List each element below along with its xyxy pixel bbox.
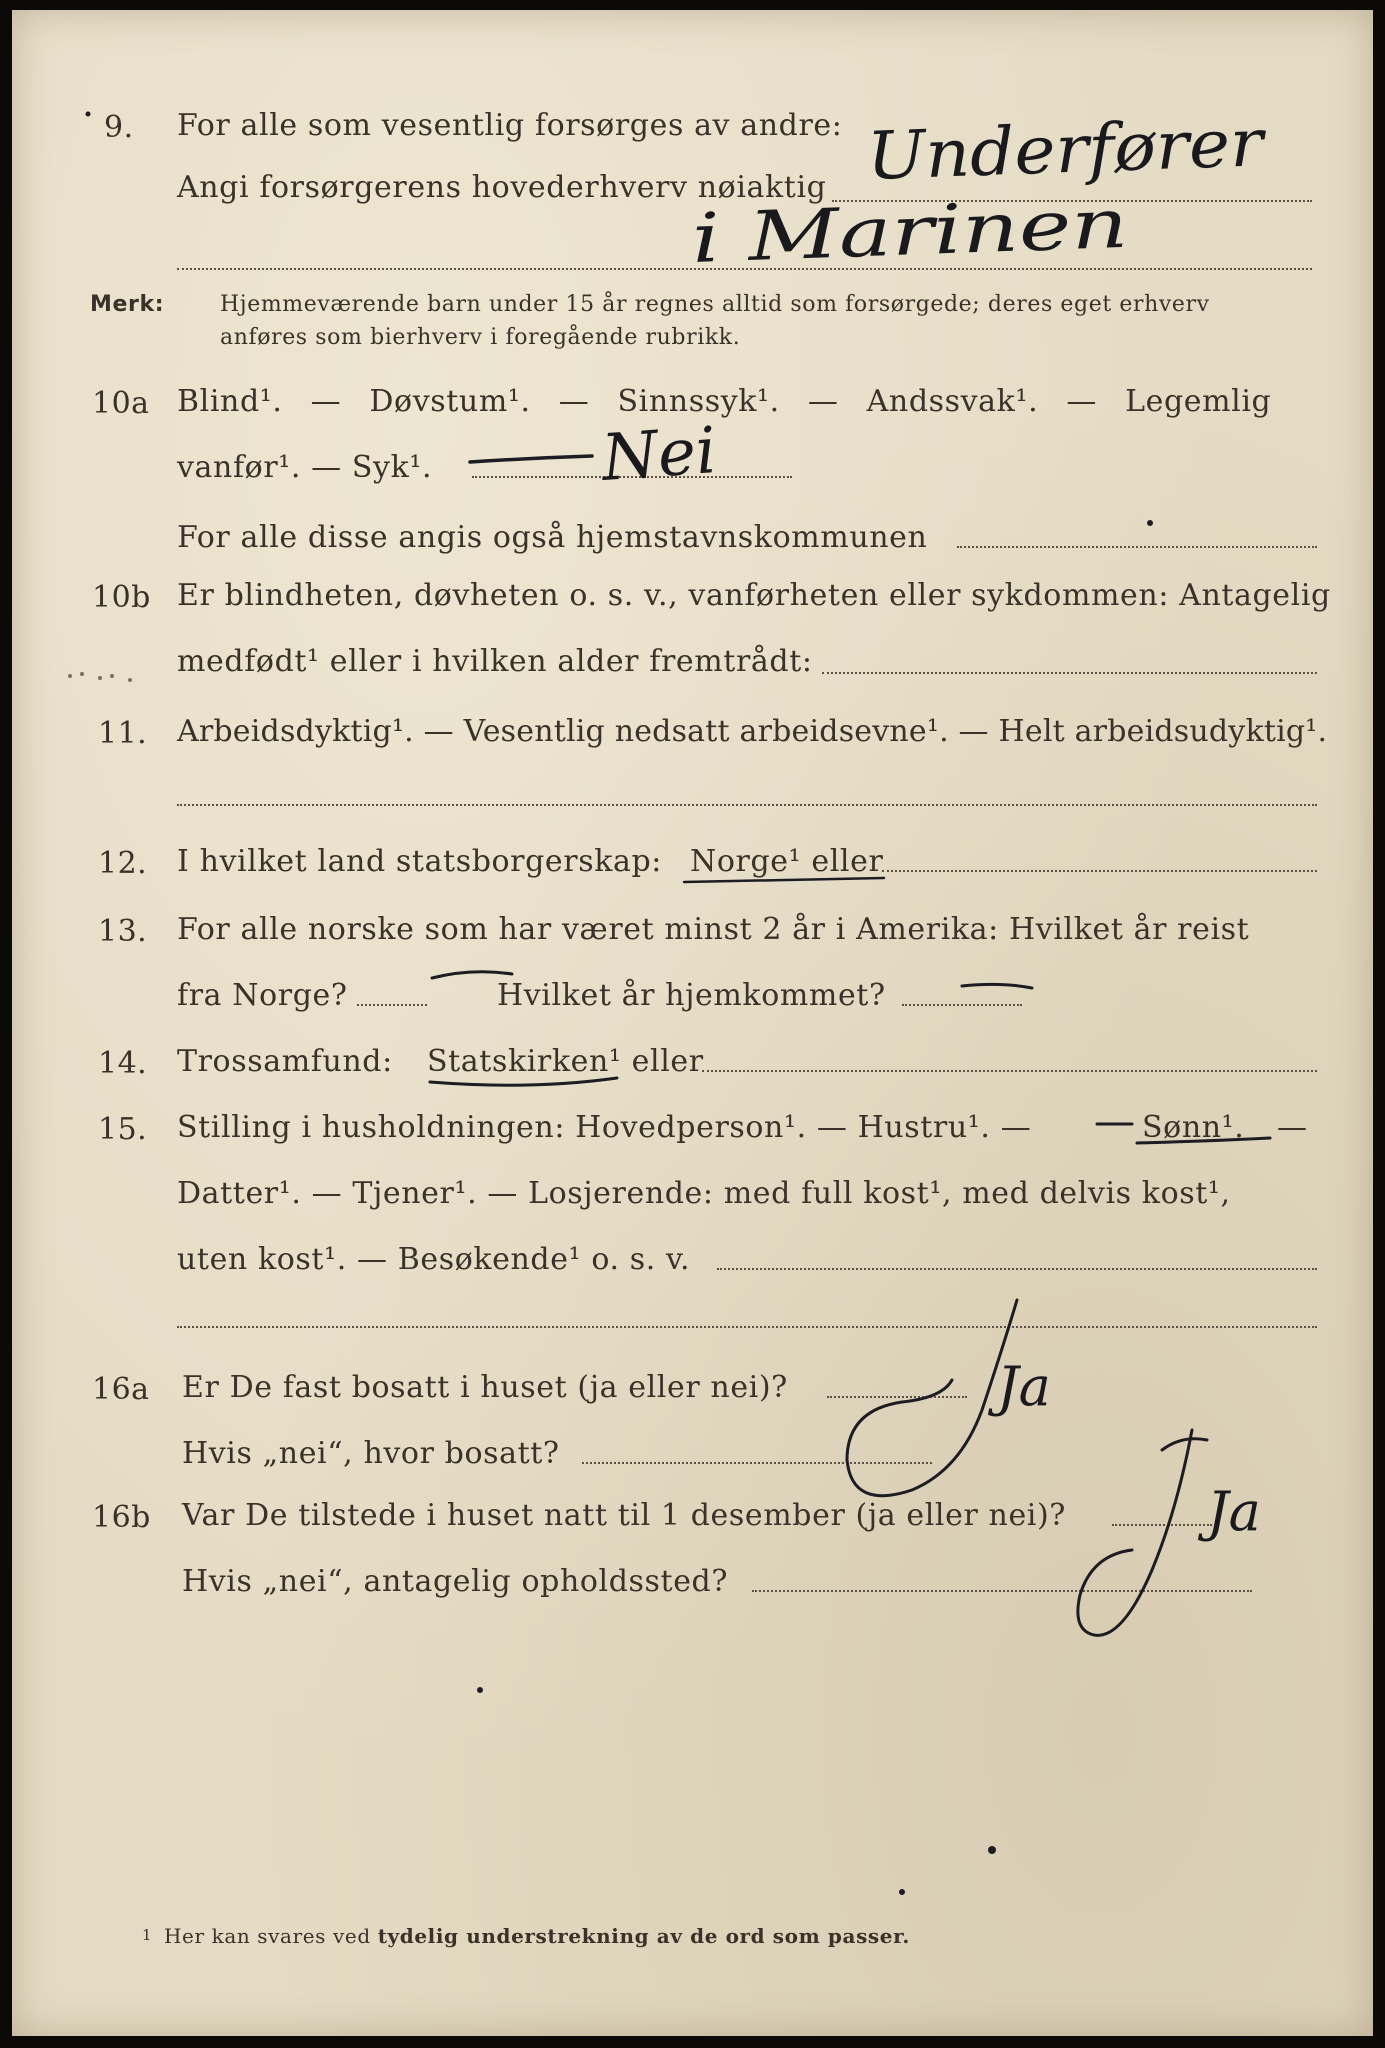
handwritten-answer-16a: Ja [997, 1355, 1051, 1418]
question-10b-number: 10b [92, 580, 151, 615]
citizenship-option-norge: Norge¹ eller [690, 844, 884, 879]
handwritten-answer-9b: i Marinen [690, 184, 1130, 279]
question-10b-line-1: Er blindheten, døvheten o. s. v., vanførheten eller sykdommen: Antagelig [177, 578, 1331, 613]
question-16b-number: 16b [92, 1500, 151, 1535]
household-option-sonn: Sønn¹. [1142, 1110, 1245, 1145]
pen-underline-norge [684, 878, 884, 882]
pen-dash-13a [432, 972, 512, 978]
question-10a-number: 10a [92, 386, 150, 421]
handwritten-answer-10a: Nei [599, 414, 719, 496]
note-line-2: anføres som bierhverv i foregående rubrikk. [220, 325, 741, 350]
speck [98, 676, 102, 680]
ink-dot [899, 1889, 905, 1895]
question-15-line-3: uten kost¹. — Besøkende¹ o. s. v. [177, 1242, 691, 1277]
question-10a-line-2: vanfør¹. — Syk¹. [177, 450, 433, 485]
question-11-number: 11. [98, 716, 148, 751]
handwritten-answer-16b: Ja [1207, 1480, 1261, 1543]
question-12-number: 12. [98, 846, 148, 881]
question-16a-number: 16a [92, 1372, 150, 1407]
handwritten-answer-9a: Underfører [865, 104, 1265, 195]
question-10a-line-1: Blind¹. — Døvstum¹. — Sinnssyk¹. — Andssvak¹. — Legemlig [177, 384, 1272, 419]
question-13-line-2a: fra Norge? [177, 978, 348, 1013]
question-11-line-1: Arbeidsdyktig¹. — Vesentlig nedsatt arbeidsevne¹. — Helt arbeidsudyktig¹. [177, 714, 1328, 749]
pen-underline-sonn [1137, 1138, 1270, 1143]
question-13-number: 13. [98, 914, 148, 949]
pen-j-top-16b [1162, 1439, 1207, 1450]
speck [80, 672, 84, 676]
question-15-line-1c: — [1277, 1110, 1308, 1145]
ink-dot [988, 1846, 996, 1854]
question-9-line-1: For alle som vesentlig forsørges av andre: [177, 108, 843, 143]
question-15-line-2: Datter¹. — Tjener¹. — Losjerende: med full kost¹, med delvis kost¹, [177, 1176, 1231, 1211]
footnote-text-bold: tydelig understrekning av de ord som passer. [377, 1924, 910, 1948]
question-12-line-1: I hvilket land statsborgerskap: [177, 844, 662, 879]
footnote-mark: 1 [142, 1926, 153, 1944]
question-10a-line-3: For alle disse angis også hjemstavnskommunen [177, 520, 928, 555]
question-16b-line-1: Var De tilstede i huset natt til 1 desember (ja eller nei)? [182, 1498, 1066, 1533]
question-16b-line-2: Hvis „nei“, antagelig opholdssted? [182, 1564, 729, 1599]
question-16a-line-2: Hvis „nei“, hvor bosatt? [182, 1436, 560, 1471]
question-9-number: 9. [104, 110, 134, 145]
note-label: Merk: [90, 292, 165, 317]
pen-dash-nei [470, 456, 592, 462]
question-13-line-2b: Hvilket år hjemkommet? [497, 978, 886, 1013]
question-15-number: 15. [98, 1112, 148, 1147]
question-15-line-1a: Stilling i husholdningen: Hovedperson¹. — Hustru¹. — [177, 1110, 1032, 1145]
question-14-number: 14. [98, 1046, 148, 1081]
question-14-label: Trossamfund: [177, 1044, 393, 1079]
question-9-line-2: Angi forsørgerens hovederhverv nøiaktig [177, 170, 827, 205]
ink-dot [86, 112, 91, 117]
footnote-text-normal: Her kan svares ved [164, 1924, 371, 1948]
speck [68, 674, 72, 678]
question-16a-line-1: Er De fast bosatt i huset (ja eller nei)? [182, 1370, 788, 1405]
pen-marks [12, 10, 1373, 2036]
note-line-1: Hjemmeværende barn under 15 år regnes alltid som forsørgede; deres eget erhverv [220, 292, 1210, 317]
pen-dash-13b [962, 984, 1032, 988]
pen-j-loop-16b [1078, 1430, 1192, 1635]
speck [128, 678, 132, 682]
question-13-line-1: For alle norske som har været minst 2 år i Amerika: Hvilket år reist [177, 912, 1250, 947]
ink-dot [1147, 520, 1153, 526]
religion-option-statskirken: Statskirken¹ eller [427, 1044, 704, 1079]
footnote-text [164, 1924, 910, 1948]
census-form-page [12, 10, 1373, 2036]
pen-j-loop-16a [847, 1300, 1017, 1496]
question-10b-line-2: medfødt¹ eller i hvilken alder fremtrådt: [177, 644, 813, 679]
speck [110, 674, 114, 678]
ink-dot [477, 1687, 483, 1693]
pen-underline-statskirken [430, 1078, 617, 1085]
